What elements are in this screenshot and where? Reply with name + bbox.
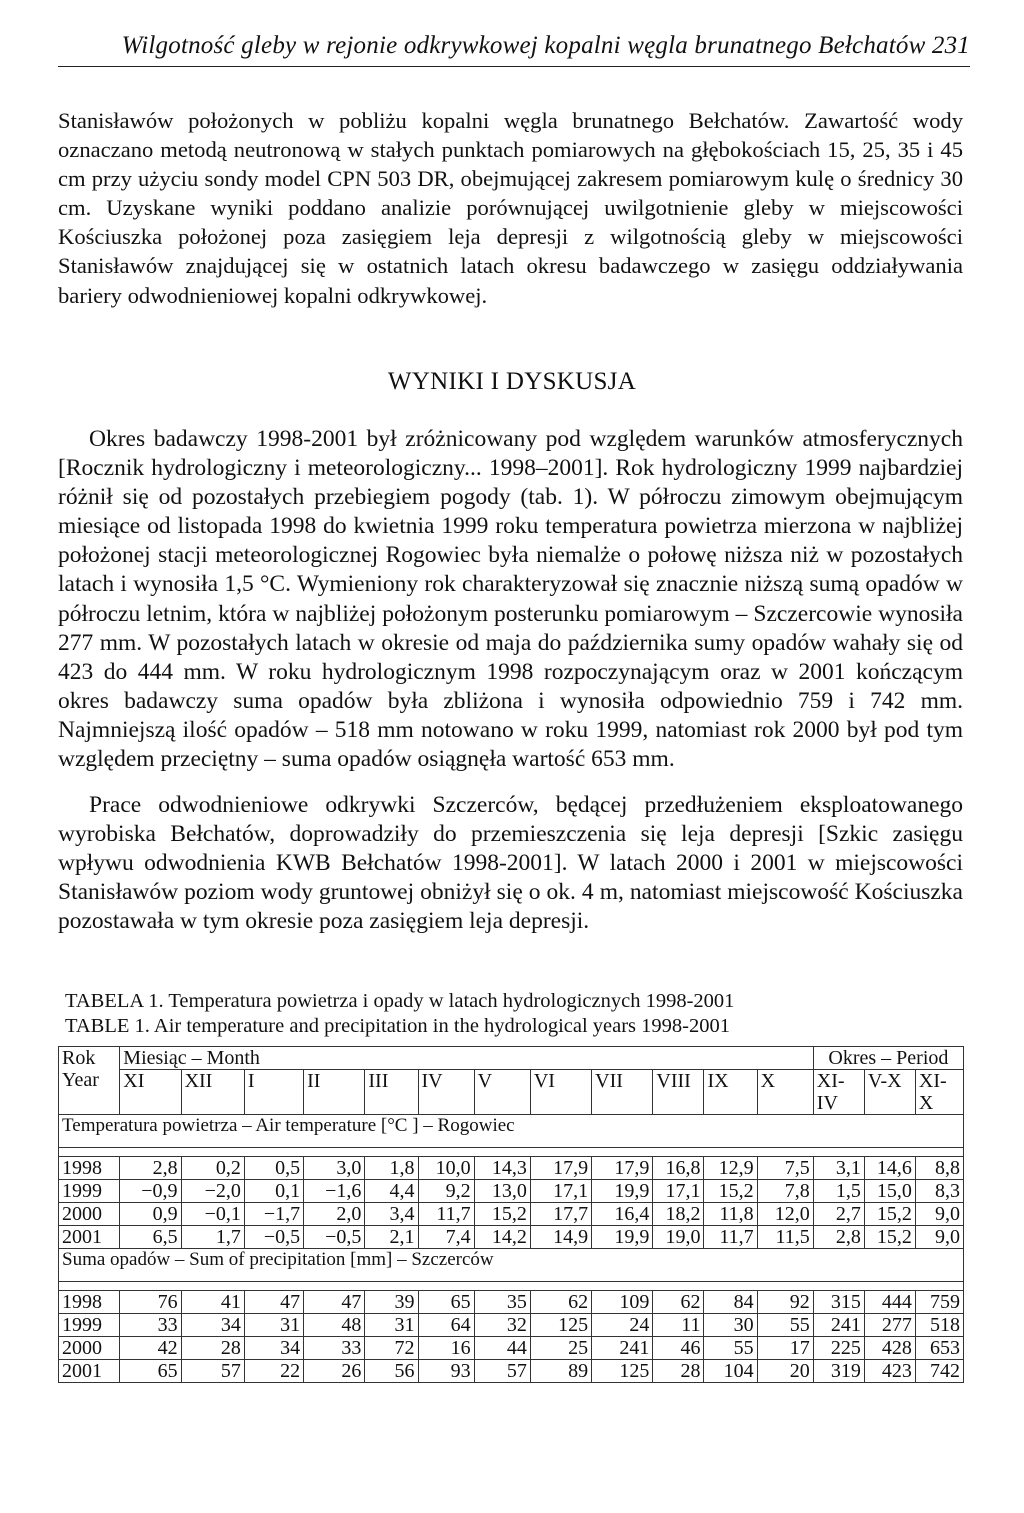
value-cell: 14,6 bbox=[864, 1157, 915, 1180]
value-cell: 31 bbox=[365, 1314, 418, 1337]
value-cell: 7,8 bbox=[757, 1180, 813, 1203]
month-label: XII bbox=[181, 1070, 244, 1115]
value-cell: 7,5 bbox=[757, 1157, 813, 1180]
value-cell: 33 bbox=[304, 1337, 365, 1360]
value-cell: 64 bbox=[418, 1314, 474, 1337]
year-cell: 2000 bbox=[59, 1203, 120, 1226]
header-row bbox=[59, 1047, 964, 1070]
value-cell: 17,1 bbox=[653, 1180, 704, 1203]
month-label: VII bbox=[592, 1070, 653, 1115]
value-cell: 8,8 bbox=[915, 1157, 963, 1180]
value-cell: 14,3 bbox=[474, 1157, 530, 1180]
value-cell: 62 bbox=[530, 1291, 591, 1314]
month-label: XI bbox=[120, 1070, 181, 1115]
value-cell: 125 bbox=[592, 1360, 653, 1383]
period-header: Okres – Period bbox=[813, 1047, 963, 1070]
month-label: VIII bbox=[653, 1070, 704, 1115]
value-cell: 24 bbox=[592, 1314, 653, 1337]
value-cell: −0,5 bbox=[304, 1226, 365, 1249]
month-label: X bbox=[757, 1070, 813, 1115]
value-cell: 13,0 bbox=[474, 1180, 530, 1203]
value-cell: 104 bbox=[704, 1360, 757, 1383]
value-cell: 15,2 bbox=[704, 1180, 757, 1203]
year-cell: 1999 bbox=[59, 1180, 120, 1203]
value-cell: 22 bbox=[244, 1360, 303, 1383]
year-cell: 1999 bbox=[59, 1314, 120, 1337]
period-label: XI-IV bbox=[813, 1070, 864, 1115]
value-cell: 20 bbox=[757, 1360, 813, 1383]
year-header: Rok Year bbox=[59, 1047, 120, 1115]
subheader-row bbox=[59, 1070, 964, 1115]
value-cell: 241 bbox=[813, 1314, 864, 1337]
value-cell: 11,7 bbox=[418, 1203, 474, 1226]
value-cell: 57 bbox=[474, 1360, 530, 1383]
value-cell: 0,5 bbox=[244, 1157, 303, 1180]
value-cell: 241 bbox=[592, 1337, 653, 1360]
precipitation-section-label: Suma opadów – Sum of precipitation [mm] – Szczerców bbox=[59, 1249, 964, 1282]
running-header bbox=[58, 32, 970, 67]
value-cell: 15,2 bbox=[864, 1226, 915, 1249]
month-label: IV bbox=[418, 1070, 474, 1115]
value-cell: 12,0 bbox=[757, 1203, 813, 1226]
value-cell: 16,4 bbox=[592, 1203, 653, 1226]
value-cell: 11,8 bbox=[704, 1203, 757, 1226]
value-cell: 11,7 bbox=[704, 1226, 757, 1249]
year-cell: 2001 bbox=[59, 1360, 120, 1383]
year-cell: 1998 bbox=[59, 1291, 120, 1314]
value-cell: 18,2 bbox=[653, 1203, 704, 1226]
value-cell: 65 bbox=[418, 1291, 474, 1314]
value-cell: 0,9 bbox=[120, 1203, 181, 1226]
year-cell: 2001 bbox=[59, 1226, 120, 1249]
value-cell: 16 bbox=[418, 1337, 474, 1360]
value-cell: 653 bbox=[915, 1337, 963, 1360]
value-cell: 42 bbox=[120, 1337, 181, 1360]
value-cell: 55 bbox=[757, 1314, 813, 1337]
spacer-row bbox=[59, 1148, 964, 1157]
value-cell: 57 bbox=[181, 1360, 244, 1383]
temperature-row bbox=[59, 1226, 964, 1249]
value-cell: 48 bbox=[304, 1314, 365, 1337]
value-cell: 9,0 bbox=[915, 1203, 963, 1226]
value-cell: 742 bbox=[915, 1360, 963, 1383]
value-cell: 2,7 bbox=[813, 1203, 864, 1226]
value-cell: 19,9 bbox=[592, 1180, 653, 1203]
value-cell: 30 bbox=[704, 1314, 757, 1337]
month-label: IX bbox=[704, 1070, 757, 1115]
value-cell: 0,2 bbox=[181, 1157, 244, 1180]
value-cell: 1,7 bbox=[181, 1226, 244, 1249]
value-cell: 3,4 bbox=[365, 1203, 418, 1226]
paragraph-results-weather: Okres badawczy 1998-2001 był zróżnicowany pod względem warunków atmosferycznych [Rocznik hydrologiczny i meteorologiczny... 1998–2001]. Rok hydrologiczny 1999 najbardziej różnił się od pozostałych przebiegiem pogody (tab. 1). W półroczu zimowym obejmującym miesiące od listopada 1998 do kwietnia 1999 roku temperatura powietrza mierzona w najbliżej położonej stacji meteorologicznej Rogowiec była niemalże o połowę niższa niż w pozostałych latach i wynosiła 1,5 °C. Wymieniony rok charakteryzował się znacznie niższą sumą opadów w półroczu letnim, która w najbliżej położonym posterunku pomiarowym – Szczercowie wynosiła 277 mm. W pozostałych latach w okresie od maja do października sumy opadów wahały się od 423 do 444 mm. W roku hydrologicznym 1998 rozpoczynającym oraz w 2001 kończącym okres badawczy suma opadów była zbliżona i wynosiła odpowiednio 759 i 742 mm. Najmniejszą ilość opadów – 518 mm notowano w roku 1999, natomiast rok 2000 był pod tym względem przeciętny – suma opadów osiągnęła wartość 653 mm. bbox=[58, 426, 963, 773]
value-cell: −1,7 bbox=[244, 1203, 303, 1226]
value-cell: 31 bbox=[244, 1314, 303, 1337]
value-cell: 0,1 bbox=[244, 1180, 303, 1203]
climate-table bbox=[58, 1046, 964, 1383]
precipitation-row bbox=[59, 1314, 964, 1337]
value-cell: 9,0 bbox=[915, 1226, 963, 1249]
value-cell: 7,4 bbox=[418, 1226, 474, 1249]
value-cell: 17 bbox=[757, 1337, 813, 1360]
period-label: V-X bbox=[864, 1070, 915, 1115]
spacer-row bbox=[59, 1282, 964, 1291]
value-cell: 6,5 bbox=[120, 1226, 181, 1249]
precipitation-row bbox=[59, 1360, 964, 1383]
value-cell: 1,5 bbox=[813, 1180, 864, 1203]
value-cell: 32 bbox=[474, 1314, 530, 1337]
value-cell: 26 bbox=[304, 1360, 365, 1383]
year-cell: 1998 bbox=[59, 1157, 120, 1180]
value-cell: 14,2 bbox=[474, 1226, 530, 1249]
period-label: XI-X bbox=[915, 1070, 963, 1115]
value-cell: 19,9 bbox=[592, 1226, 653, 1249]
value-cell: 16,8 bbox=[653, 1157, 704, 1180]
value-cell: 28 bbox=[653, 1360, 704, 1383]
value-cell: 35 bbox=[474, 1291, 530, 1314]
value-cell: 423 bbox=[864, 1360, 915, 1383]
value-cell: 17,9 bbox=[592, 1157, 653, 1180]
year-cell: 2000 bbox=[59, 1337, 120, 1360]
spacer-cell bbox=[59, 1148, 964, 1157]
temperature-row bbox=[59, 1203, 964, 1226]
table-caption-en: TABLE 1. Air temperature and precipitation in the hydrological years 1998-2001 bbox=[65, 1015, 730, 1037]
value-cell: 3,0 bbox=[304, 1157, 365, 1180]
precipitation-section-row bbox=[59, 1249, 964, 1282]
value-cell: 65 bbox=[120, 1360, 181, 1383]
month-label: II bbox=[304, 1070, 365, 1115]
value-cell: 44 bbox=[474, 1337, 530, 1360]
value-cell: 19,0 bbox=[653, 1226, 704, 1249]
value-cell: −1,6 bbox=[304, 1180, 365, 1203]
value-cell: 76 bbox=[120, 1291, 181, 1314]
running-header-text: Wilgotność gleby w rejonie odkrywkowej kopalni węgla brunatnego Bełchatów 231 bbox=[121, 32, 970, 59]
value-cell: 15,0 bbox=[864, 1180, 915, 1203]
value-cell: 428 bbox=[864, 1337, 915, 1360]
table-caption-pl: TABELA 1. Temperatura powietrza i opady w latach hydrologicznych 1998-2001 bbox=[65, 990, 735, 1012]
value-cell: 12,9 bbox=[704, 1157, 757, 1180]
value-cell: 11 bbox=[653, 1314, 704, 1337]
value-cell: −0,9 bbox=[120, 1180, 181, 1203]
temperature-section-row bbox=[59, 1115, 964, 1148]
value-cell: 518 bbox=[915, 1314, 963, 1337]
value-cell: 25 bbox=[530, 1337, 591, 1360]
temperature-section-label: Temperatura powietrza – Air temperature [°C ] – Rogowiec bbox=[59, 1115, 964, 1148]
value-cell: 2,8 bbox=[120, 1157, 181, 1180]
month-header: Miesiąc – Month bbox=[120, 1047, 814, 1070]
value-cell: 92 bbox=[757, 1291, 813, 1314]
value-cell: 15,2 bbox=[864, 1203, 915, 1226]
value-cell: 28 bbox=[181, 1337, 244, 1360]
value-cell: 10,0 bbox=[418, 1157, 474, 1180]
value-cell: 9,2 bbox=[418, 1180, 474, 1203]
value-cell: 39 bbox=[365, 1291, 418, 1314]
value-cell: 277 bbox=[864, 1314, 915, 1337]
value-cell: 34 bbox=[244, 1337, 303, 1360]
value-cell: 319 bbox=[813, 1360, 864, 1383]
value-cell: 89 bbox=[530, 1360, 591, 1383]
value-cell: 55 bbox=[704, 1337, 757, 1360]
section-title: WYNIKI I DYSKUSJA bbox=[387, 368, 637, 395]
value-cell: 2,0 bbox=[304, 1203, 365, 1226]
value-cell: 2,1 bbox=[365, 1226, 418, 1249]
value-cell: 33 bbox=[120, 1314, 181, 1337]
value-cell: 47 bbox=[304, 1291, 365, 1314]
precipitation-row bbox=[59, 1291, 964, 1314]
value-cell: −2,0 bbox=[181, 1180, 244, 1203]
paragraph-methods: Stanisławów położonych w pobliżu kopalni węgla brunatnego Bełchatów. Zawartość wody oznaczano metodą neutronową w stałych punktach pomiarowych na głębokościach 15, 25, 35 i 45 cm przy użyciu sondy model CPN 503 DR, obejmującej zakresem pomiarowym kulę o średnicy 30 cm. Uzyskane wyniki poddano analizie porównującej uwilgotnienie gleby w miejscowości Kościuszka położonej poza zasięgiem leja depresji z wilgotnością gleby w miejscowości Stanisławów znajdującej się w ostatnich latach okresu badawczego w zasięgu oddziaływania bariery odwodnieniowej kopalni odkrywkowej. bbox=[58, 108, 963, 308]
value-cell: 84 bbox=[704, 1291, 757, 1314]
value-cell: 47 bbox=[244, 1291, 303, 1314]
value-cell: 1,8 bbox=[365, 1157, 418, 1180]
value-cell: 46 bbox=[653, 1337, 704, 1360]
value-cell: 8,3 bbox=[915, 1180, 963, 1203]
value-cell: 225 bbox=[813, 1337, 864, 1360]
value-cell: 17,1 bbox=[530, 1180, 591, 1203]
temperature-row bbox=[59, 1180, 964, 1203]
value-cell: −0,5 bbox=[244, 1226, 303, 1249]
temperature-row bbox=[59, 1157, 964, 1180]
paragraph-results-dewatering: Prace odwodnieniowe odkrywki Szczerców, będącej przedłużeniem eksploatowanego wyrobiska Bełchatów, doprowadziły do przemieszczenia się leja depresji [Szkic zasięgu wpływu odwodnienia KWB Bełchatów 1998-2001]. W latach 2000 i 2001 w miejscowości Stanisławów poziom wody gruntowej obniżył się o ok. 4 m, natomiast miejscowość Kościuszka pozostawała w tym okresie poza zasięgiem leja depresji. bbox=[58, 792, 963, 935]
spacer-cell bbox=[59, 1282, 964, 1291]
value-cell: 72 bbox=[365, 1337, 418, 1360]
value-cell: 2,8 bbox=[813, 1226, 864, 1249]
value-cell: 93 bbox=[418, 1360, 474, 1383]
month-label: V bbox=[474, 1070, 530, 1115]
month-label: III bbox=[365, 1070, 418, 1115]
value-cell: 3,1 bbox=[813, 1157, 864, 1180]
value-cell: 17,7 bbox=[530, 1203, 591, 1226]
value-cell: 17,9 bbox=[530, 1157, 591, 1180]
value-cell: 11,5 bbox=[757, 1226, 813, 1249]
value-cell: 15,2 bbox=[474, 1203, 530, 1226]
value-cell: 41 bbox=[181, 1291, 244, 1314]
value-cell: 109 bbox=[592, 1291, 653, 1314]
value-cell: 315 bbox=[813, 1291, 864, 1314]
value-cell: 125 bbox=[530, 1314, 591, 1337]
precipitation-row bbox=[59, 1337, 964, 1360]
value-cell: 14,9 bbox=[530, 1226, 591, 1249]
value-cell: 34 bbox=[181, 1314, 244, 1337]
month-label: VI bbox=[530, 1070, 591, 1115]
value-cell: −0,1 bbox=[181, 1203, 244, 1226]
value-cell: 444 bbox=[864, 1291, 915, 1314]
value-cell: 56 bbox=[365, 1360, 418, 1383]
value-cell: 4,4 bbox=[365, 1180, 418, 1203]
month-label: I bbox=[244, 1070, 303, 1115]
value-cell: 759 bbox=[915, 1291, 963, 1314]
value-cell: 62 bbox=[653, 1291, 704, 1314]
